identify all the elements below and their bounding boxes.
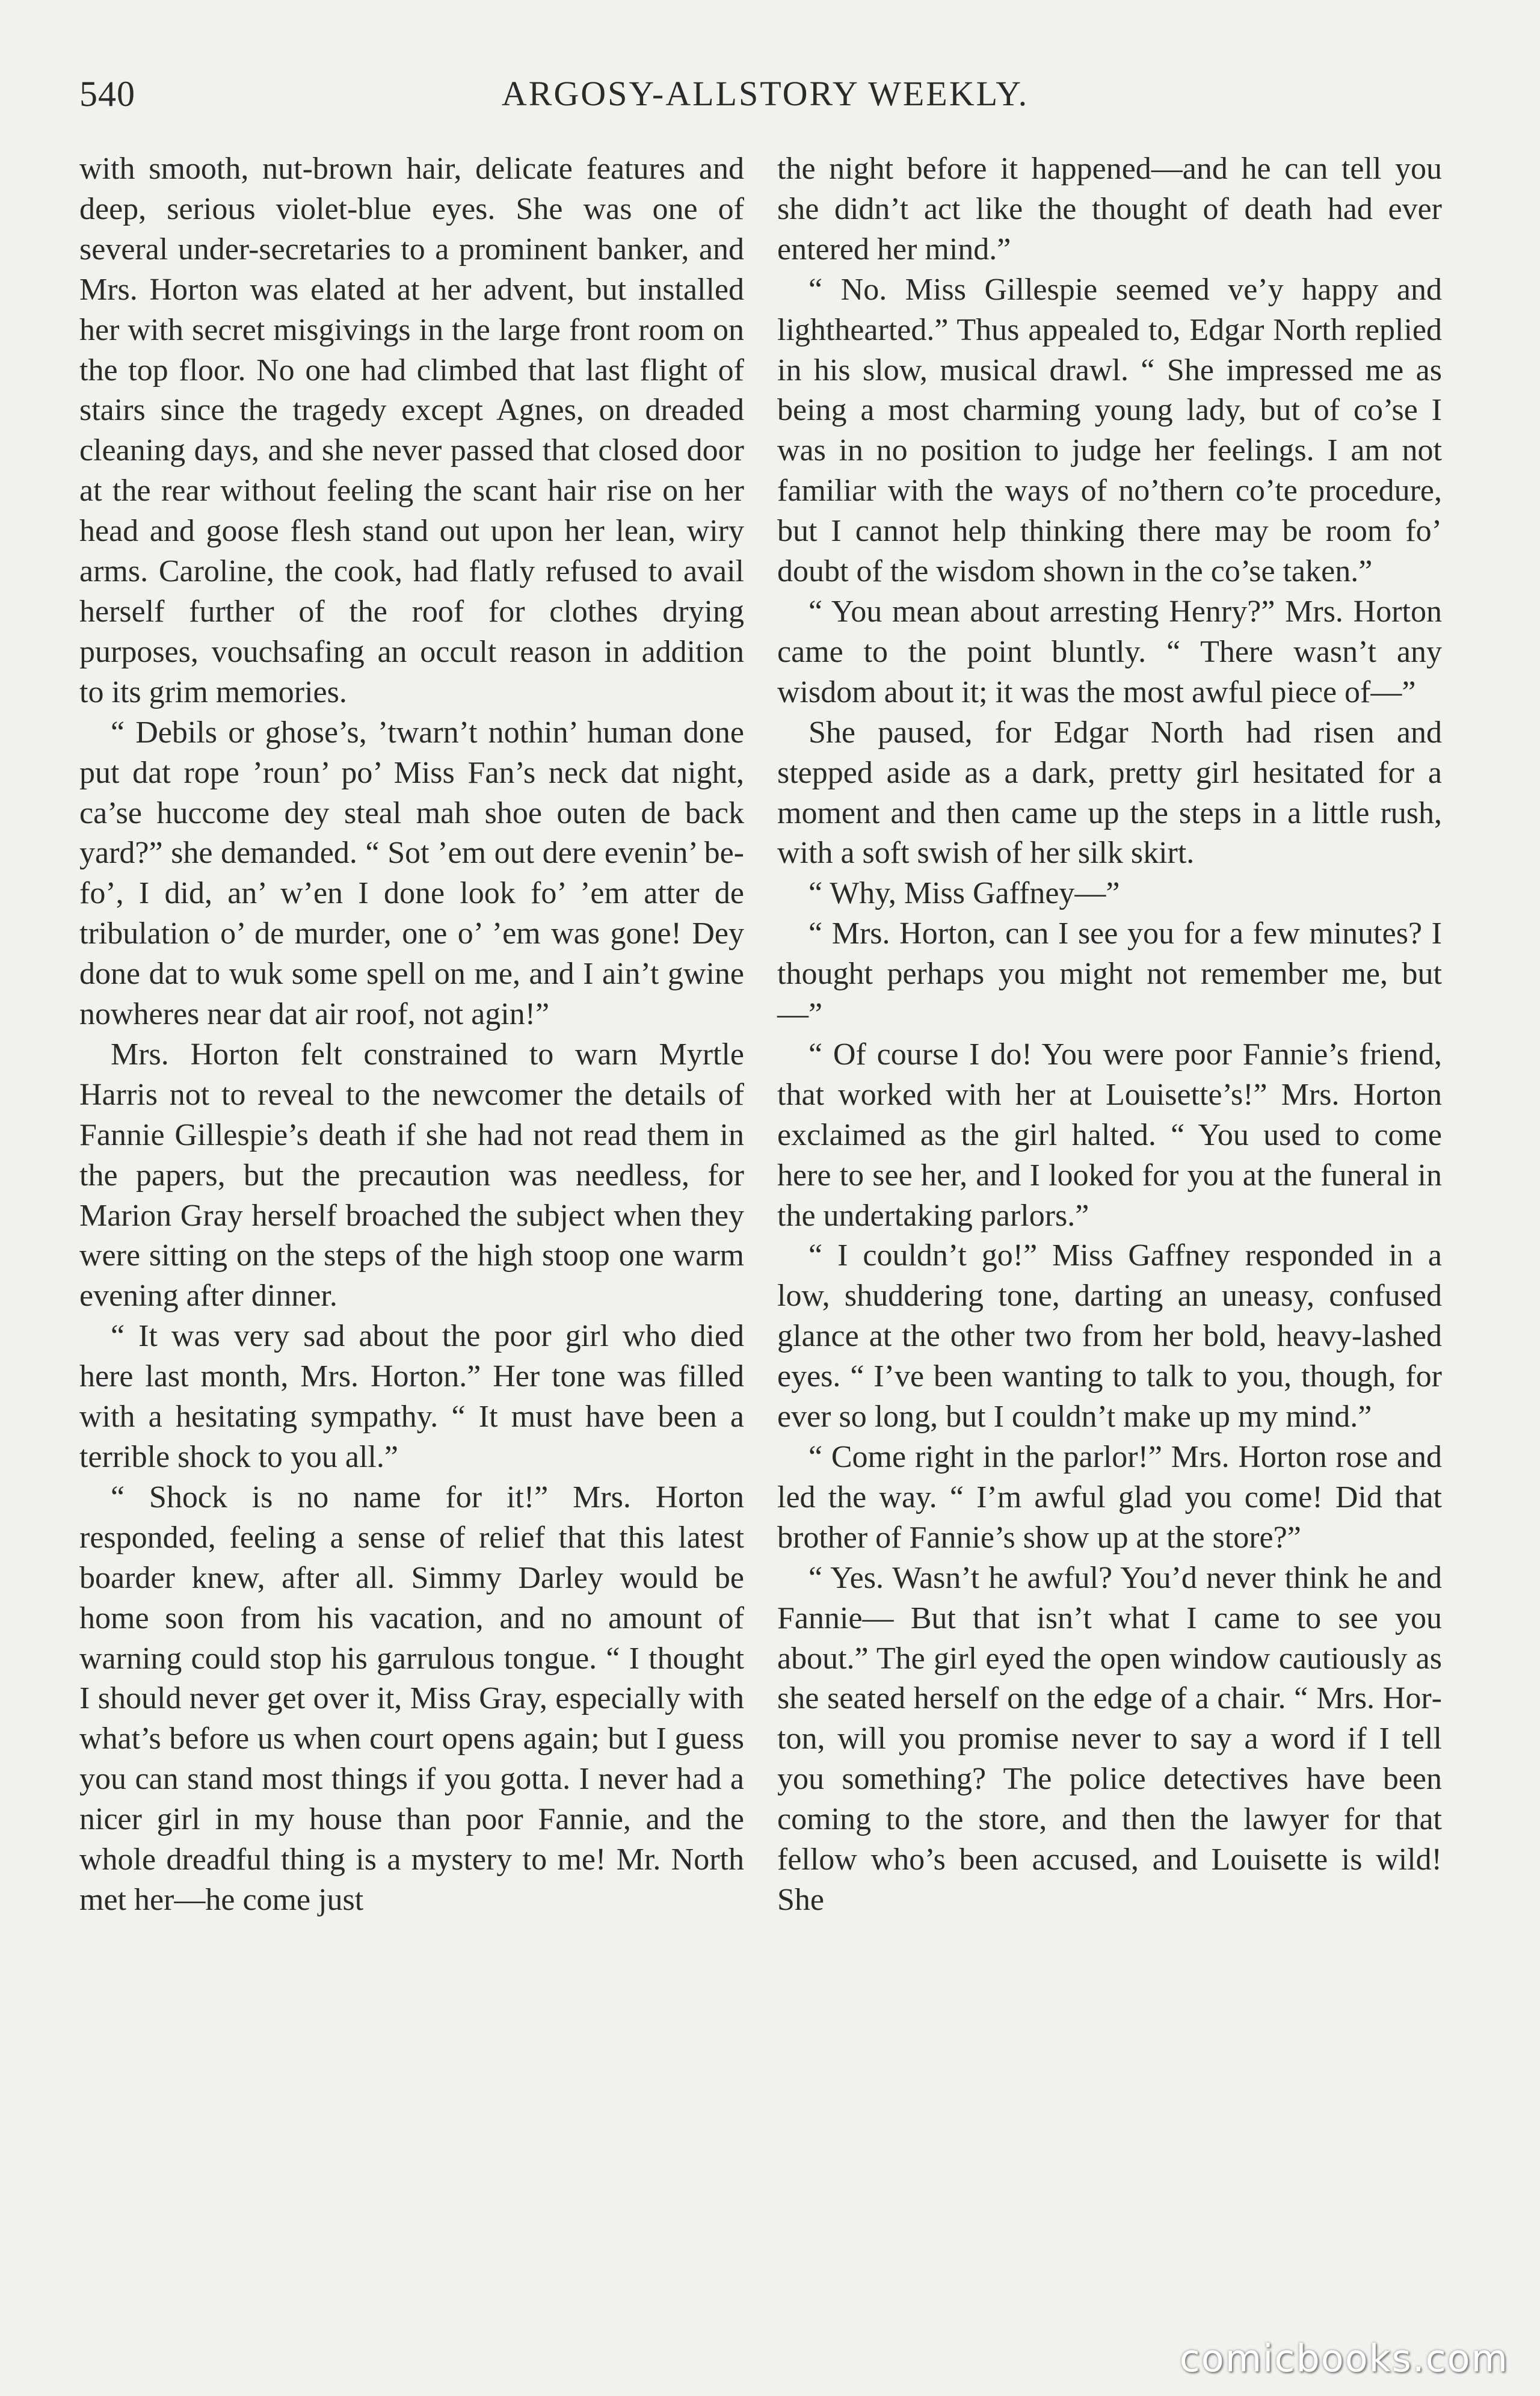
paragraph: “ Debils or ghose’s, ’twarn’t nothin’ human done put dat rope ’roun’ po’ Miss Fan’s neck dat night, ca’se huccome dey steal mah shoe outen de back yard?” she demanded. “ Sot ’em out dere evenin’ befo’, I did, an’ w’en I done look fo’ ’em atter de tribulation o’ de murder, one o’ ’em was gone! Dey done dat to wuk some spell on me, and I ain’t gwine nowheres near dat air roof, not agin!”: [79, 715, 744, 1032]
paragraph: “ No. Miss Gillespie seemed ve’y happy and lighthearted.” Thus appealed to, Edgar North replied in his slow, musical drawl. “ She impressed me as being a most charming young lady, but of co’se I was in no position to judge her feelings. I am not familiar with the ways of no’thern co’te procedure, but I cannot help thinking there may be room fo’ doubt of the wisdom shown in the co’se taken.”: [777, 272, 1442, 589]
paragraph: “ It was very sad about the poor girl who died here last month, Mrs. Horton.” Her tone was filled with a hesitating sympathy. “ It must have been a terrible shock to you all.”: [79, 1319, 744, 1474]
right-column: [777, 149, 1442, 1921]
paragraph: “ Yes. Wasn’t he awful? You’d never think he and Fannie— But that isn’t what I came to see you about.” The girl eyed the open window cautiously as she seated herself on the edge of a chair. “ Mrs. Horton, will you promise never to say a word if I tell you something? The police detectives have been coming to the store, and then the lawyer for that fellow who’s been accused, and Louisette is wild! She: [777, 1560, 1442, 1917]
paragraph: the night before it happened—and he can tell you she didn’t act like the thought of death had ever entered her mind.”: [777, 152, 1442, 267]
paragraph: “ You mean about arresting Henry?” Mrs. Horton came to the point bluntly. “ There wasn’t any wisdom about it; it was the most awful piece of—”: [777, 594, 1442, 709]
paragraph: “ Come right in the parlor!” Mrs. Horton rose and led the way. “ I’m awful glad you come! Did that brother of Fannie’s show up at the store?”: [777, 1440, 1442, 1555]
paragraph: “ Shock is no name for it!” Mrs. Horton responded, feeling a sense of relief that this latest boarder knew, after all. Simmy Darley would be home soon from his vacation, and no amount of warning could stop his garrulous tongue. “ I thought I should never get over it, Miss Gray, especially with what’s before us when court opens again; but I guess you can stand most things if you gotta. I never had a nicer girl in my house than poor Fannie, and the whole dreadful thing is a mystery to me! Mr. North met her—he come just: [79, 1480, 744, 1917]
paragraph: Mrs. Horton felt constrained to warn Myrtle Harris not to reveal to the newcomer the details of Fannie Gillespie’s death if she had not read them in the papers, but the precaution was needless, for Marion Gray herself broached the subject when they were sitting on the steps of the high stoop one warm evening after dinner.: [79, 1037, 744, 1314]
paragraph: with smooth, nut-brown hair, delicate features and deep, serious violet-blue eyes. She was one of several under-secretaries to a prominent banker, and Mrs. Horton was elated at her advent, but installed her with secret misgivings in the large front room on the top floor. No one had climbed that last flight of stairs since the tragedy except Agnes, on dreaded cleaning days, and she never passed that closed door at the rear without feeling the scant hair rise on her head and goose flesh stand out upon her lean, wiry arms. Caroline, the cook, had flatly refused to avail herself further of the roof for clothes drying purposes, vouchsafing an occult reason in addition to its grim memories.: [79, 152, 744, 709]
running-head: ARGOSY-ALLSTORY WEEKLY.: [501, 74, 1029, 113]
page-number: 540: [79, 74, 135, 114]
paragraph: “ Why, Miss Gaffney—”: [808, 876, 1120, 911]
watermark: comicbooks.com: [1179, 2336, 1509, 2380]
paragraph: She paused, for Edgar North had risen and stepped aside as a dark, pretty girl hesitated for a moment and then came up the steps in a little rush, with a soft swish of her silk skirt.: [777, 715, 1442, 871]
page-header: [79, 73, 1451, 128]
paragraph: “ Mrs. Horton, can I see you for a few minutes? I thought perhaps you might not remember me, but—”: [777, 916, 1442, 1032]
left-column: [79, 149, 744, 1921]
paragraph: “ Of course I do! You were poor Fannie’s friend, that worked with her at Louisette’s!” Mrs. Horton exclaimed as the girl halted. “ You used to come here to see her, and I looked for you at the funeral in the undertaking parlors.”: [777, 1037, 1442, 1233]
paragraph: “ I couldn’t go!” Miss Gaffney responded in a low, shuddering tone, darting an uneasy, confused glance at the other two from her bold, heavy-lashed eyes. “ I’ve been wanting to talk to you, though, for ever so long, but I couldn’t make up my mind.”: [777, 1238, 1442, 1434]
